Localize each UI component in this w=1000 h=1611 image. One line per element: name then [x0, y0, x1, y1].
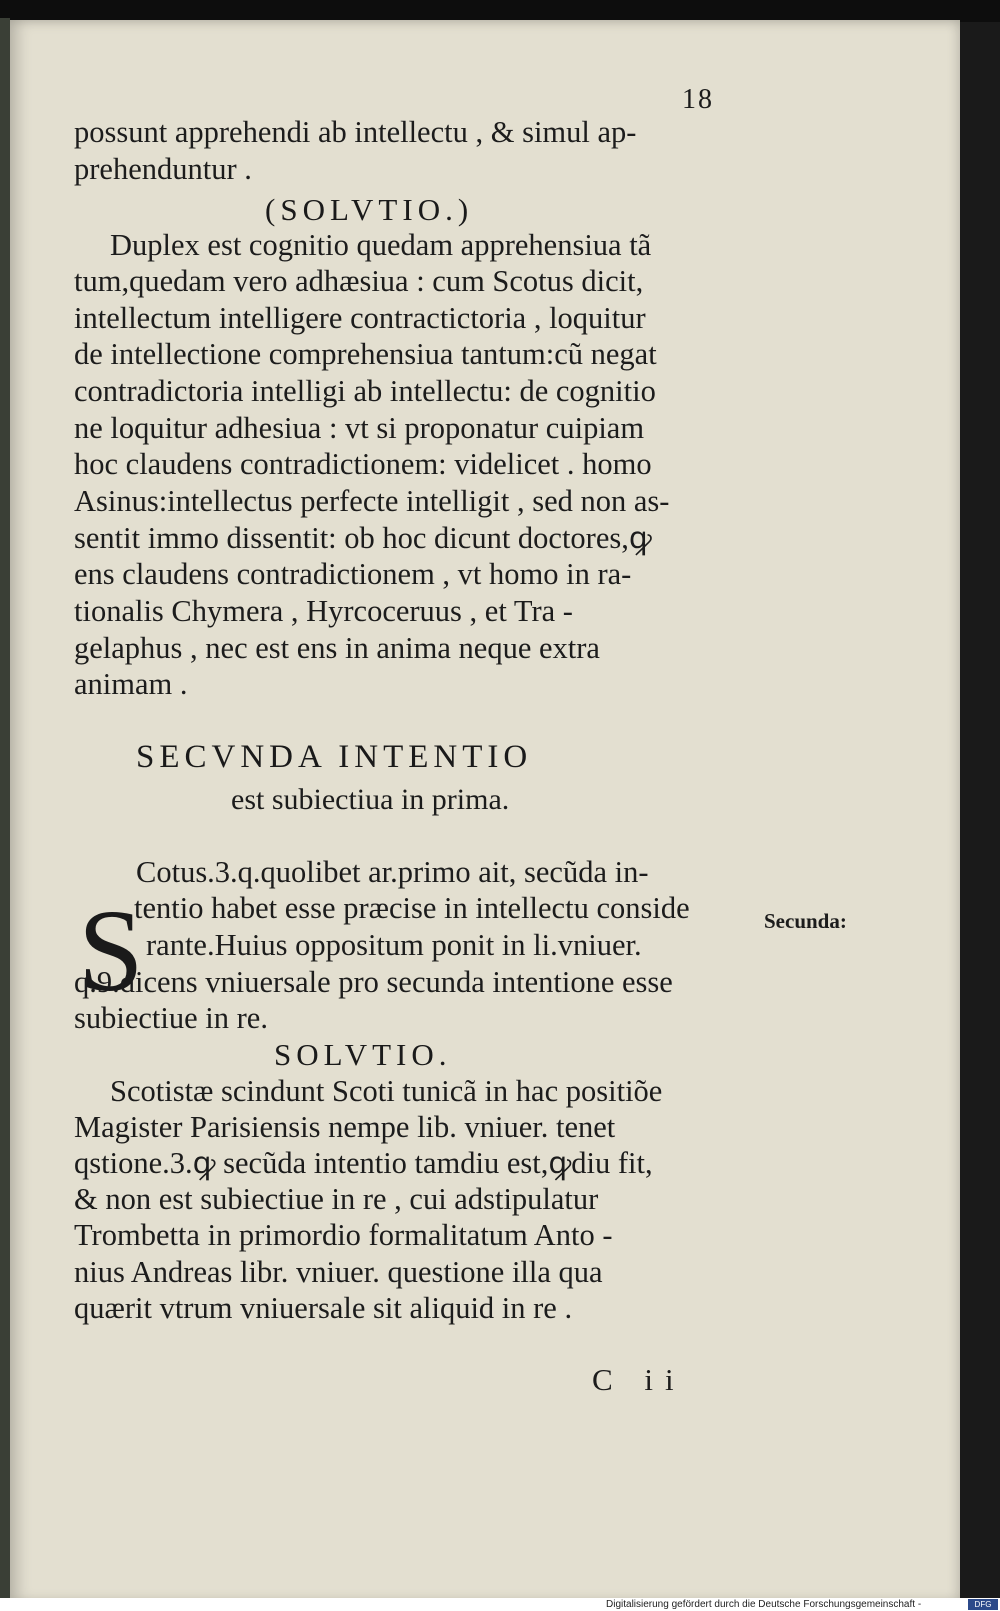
text-line: nius Andreas libr. vniuer. questione illa qua: [74, 1255, 603, 1289]
section-title: SECVNDA INTENTIO: [136, 739, 533, 775]
text-line: de intellectione comprehensiua tantum:cũ negat: [74, 337, 657, 371]
text-line: Scotistæ scindunt Scoti tunicã in hac positiõe: [110, 1074, 663, 1108]
footer-credit: Digitalisierung gefördert durch die Deutsche Forschungsgemeinschaft -: [606, 1599, 922, 1610]
text-line: Trombetta in primordio formalitatum Anto -: [74, 1218, 613, 1252]
heading-solutio: (SOLVTIO.): [265, 192, 474, 227]
text-line: Duplex est cognitio quedam apprehensiua tã: [110, 228, 652, 262]
text-line: contradictoria intelligi ab intellectu: de cognitio: [74, 374, 656, 408]
text-line: sentit immo dissentit: ob hoc dicunt doctores,ꝙ: [74, 521, 652, 555]
text-line: tionalis Chymera , Hyrcoceruus , et Tra -: [74, 594, 573, 628]
text-line: animam .: [74, 667, 188, 701]
heading-solutio: SOLVTIO.: [274, 1037, 452, 1072]
margin-note: Secunda:: [764, 909, 847, 933]
section-subtitle: est subiectiua in prima.: [231, 783, 510, 816]
text-line: Asinus:intellectus perfecte intelligit , sed non as-: [74, 484, 670, 518]
book-cover-edge: [0, 18, 10, 1603]
book-page: [10, 20, 960, 1603]
text-line: possunt apprehendi ab intellectu , & simul ap-: [74, 115, 637, 149]
text-line: tentio habet esse præcise in intellectu conside: [134, 891, 690, 925]
text-line: q.9.dicens vniuersale pro secunda intentione esse: [74, 965, 673, 999]
text-line: intellectum intelligere contractictoria , loquitur: [74, 301, 646, 335]
text-line: Cotus.3.q.quolibet ar.primo ait, secũda in-: [136, 855, 649, 889]
scan-background-top: [0, 0, 1000, 22]
text-line: & non est subiectiue in re , cui adstipulatur: [74, 1182, 599, 1216]
drop-cap: S: [78, 885, 144, 1016]
text-line: qstione.3.ꝙ secũda intentio tamdiu est,ꝙdiu fit,: [74, 1146, 653, 1180]
page-number: 18: [682, 84, 714, 115]
text-line: tum,quedam vero adhæsiua : cum Scotus dicit,: [74, 264, 644, 298]
text-line: hoc claudens contradictionem: videlicet . homo: [74, 447, 652, 481]
text-line: ne loquitur adhesiua : vt si proponatur cuipiam: [74, 411, 645, 445]
text-line: rante.Huius oppositum ponit in li.vniuer.: [146, 928, 642, 962]
text-line: prehenduntur .: [74, 152, 252, 186]
signature-mark: C ii: [592, 1362, 686, 1397]
text-line: subiectiue in re.: [74, 1001, 268, 1035]
text-line: Magister Parisiensis nempe lib. vniuer. tenet: [74, 1110, 616, 1144]
dfg-logo: DFG: [968, 1599, 998, 1610]
text-line: ens claudens contradictionem , vt homo in ra-: [74, 557, 632, 591]
text-line: gelaphus , nec est ens in anima neque extra: [74, 631, 600, 665]
text-line: quærit vtrum vniuersale sit aliquid in re .: [74, 1291, 573, 1325]
